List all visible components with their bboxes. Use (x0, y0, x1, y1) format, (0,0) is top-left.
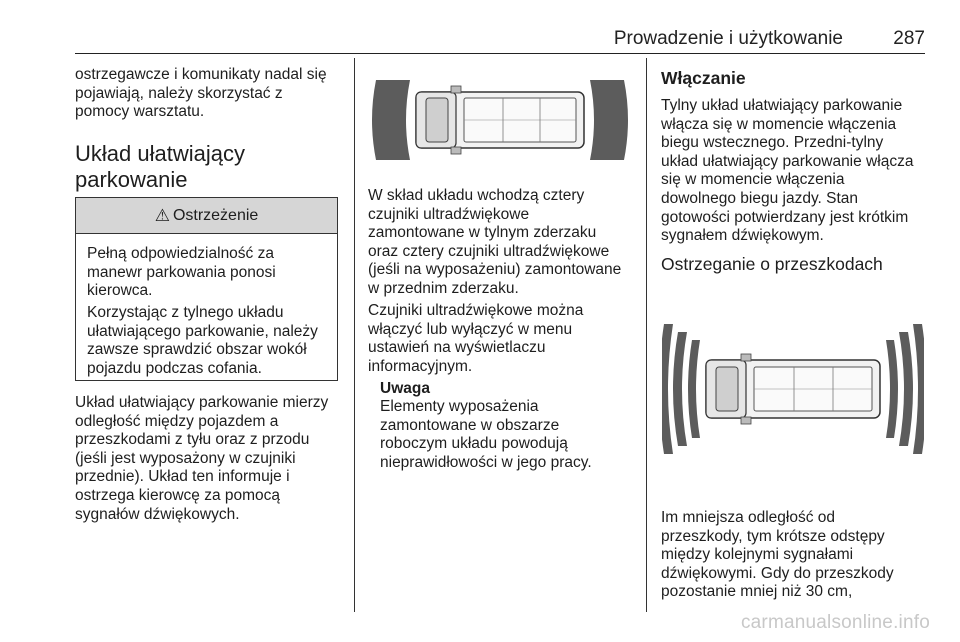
body-line: przeszkody, tym krótsze odstępy (661, 527, 885, 545)
body-line: dźwiękowymi. Gdy do przeszkody (661, 564, 894, 582)
intro-line: ostrzegawcze i komunikaty nadal się (75, 66, 327, 83)
body-line: w przednim zderzaku. (368, 280, 519, 297)
warning-title: Ostrzeżenie (172, 206, 259, 224)
body-line: W skład układu wchodzą cztery (368, 187, 585, 204)
van-top-view-icon (706, 354, 880, 424)
van-top-view-icon (416, 86, 584, 154)
body-line: czujniki ultradźwiękowe (368, 205, 530, 223)
body-line: włącza się w momencie włączenia (661, 115, 897, 133)
warning-line: pojazdu podczas cofania. (87, 359, 262, 377)
body-line: Tylny układ ułatwiający parkowanie (661, 97, 903, 114)
body-line: zamontowane w tylnym zderzaku (368, 224, 597, 242)
body-line: sygnałów dźwiękowych. (75, 505, 240, 523)
sensor-zone-right (590, 80, 628, 160)
body-line: włączyć lub wyłączyć w menu (368, 320, 573, 338)
sensor-zone-left (372, 80, 410, 160)
note-line: Elementy wyposażenia (380, 398, 539, 415)
body-line: układ ułatwiający parkowanie włącza (661, 152, 914, 170)
body-line: przeszkodami z tyłu oraz z przodu (75, 431, 310, 449)
body-line: ostrzega kierowcę za pomocą (75, 487, 281, 504)
sensor-arcs-right (886, 324, 924, 454)
note-title: Uwaga (380, 380, 430, 397)
warning-line: ułatwiającego parkowanie, należy (87, 322, 318, 340)
body-line: oraz cztery czujniki ultradźwiękowe (368, 242, 610, 260)
warning-line: zawsze sprawdzić obszar wokół (87, 341, 307, 359)
section-heading: parkowanie (75, 167, 188, 192)
body-line: (jeśli jest wyposażony w czujniki (75, 449, 296, 467)
subheading: Ostrzeganie o przeszkodach (661, 254, 883, 274)
body-line: sygnałem dźwiękowym. (661, 227, 824, 245)
page-number: 287 (893, 28, 925, 49)
intro-line: pojawiają, należy skorzystać z (75, 84, 283, 102)
page-header (75, 26, 925, 54)
watermark: carmanualsonline.info (740, 612, 930, 633)
parking-sensor-illustration (368, 72, 632, 168)
column-divider (646, 58, 647, 612)
section-title: Prowadzenie i użytkowanie (613, 28, 843, 49)
warning-triangle-icon: ⚠ (154, 205, 170, 225)
body-line: się w momencie włączenia (661, 171, 845, 189)
body-line: Im mniejsza odległość od (661, 509, 836, 526)
note-line: roboczym układu powodują (380, 435, 568, 453)
body-line: Układ ułatwiający parkowanie mierzy (75, 394, 329, 411)
body-line: (jeśli na wyposażeniu) zamontowane (368, 261, 622, 279)
body-line: pozostanie mniej niż 30 cm, (661, 583, 853, 601)
section-heading: Układ ułatwiający (75, 141, 245, 166)
intro-line: pomocy warsztatu. (75, 103, 205, 121)
body-line: dowolnego biegu jazdy. Stan (661, 190, 859, 207)
body-line: odległość między pojazdem a (75, 412, 279, 430)
warning-line: kierowca. (87, 282, 153, 300)
note-line: zamontowane w obszarze (380, 416, 560, 434)
column-divider (354, 58, 355, 612)
warning-line: manewr parkowania ponosi (87, 263, 276, 281)
warning-line: Korzystając z tylnego układu (87, 304, 284, 321)
body-line: biegu wstecznego. Przedni-tylny (661, 134, 884, 152)
body-line: gotowości potwierdzany jest krótkim (661, 208, 909, 226)
warning-header (76, 198, 337, 234)
body-line: informacyjnym. (368, 357, 473, 375)
obstacle-warning-illustration (662, 322, 924, 456)
body-line: przednie). Układ ten informuje i (75, 468, 290, 486)
body-line: Czujniki ultradźwiękowe można (368, 302, 584, 319)
warning-line: Pełną odpowiedzialność za (87, 245, 274, 262)
note-line: nieprawidłowości w jego pracy. (380, 453, 592, 471)
body-line: ustawień na wyświetlaczu (368, 339, 546, 357)
sensor-arcs-left (662, 324, 700, 454)
subheading: Włączanie (661, 68, 746, 88)
body-line: między kolejnymi sygnałami (661, 546, 854, 564)
